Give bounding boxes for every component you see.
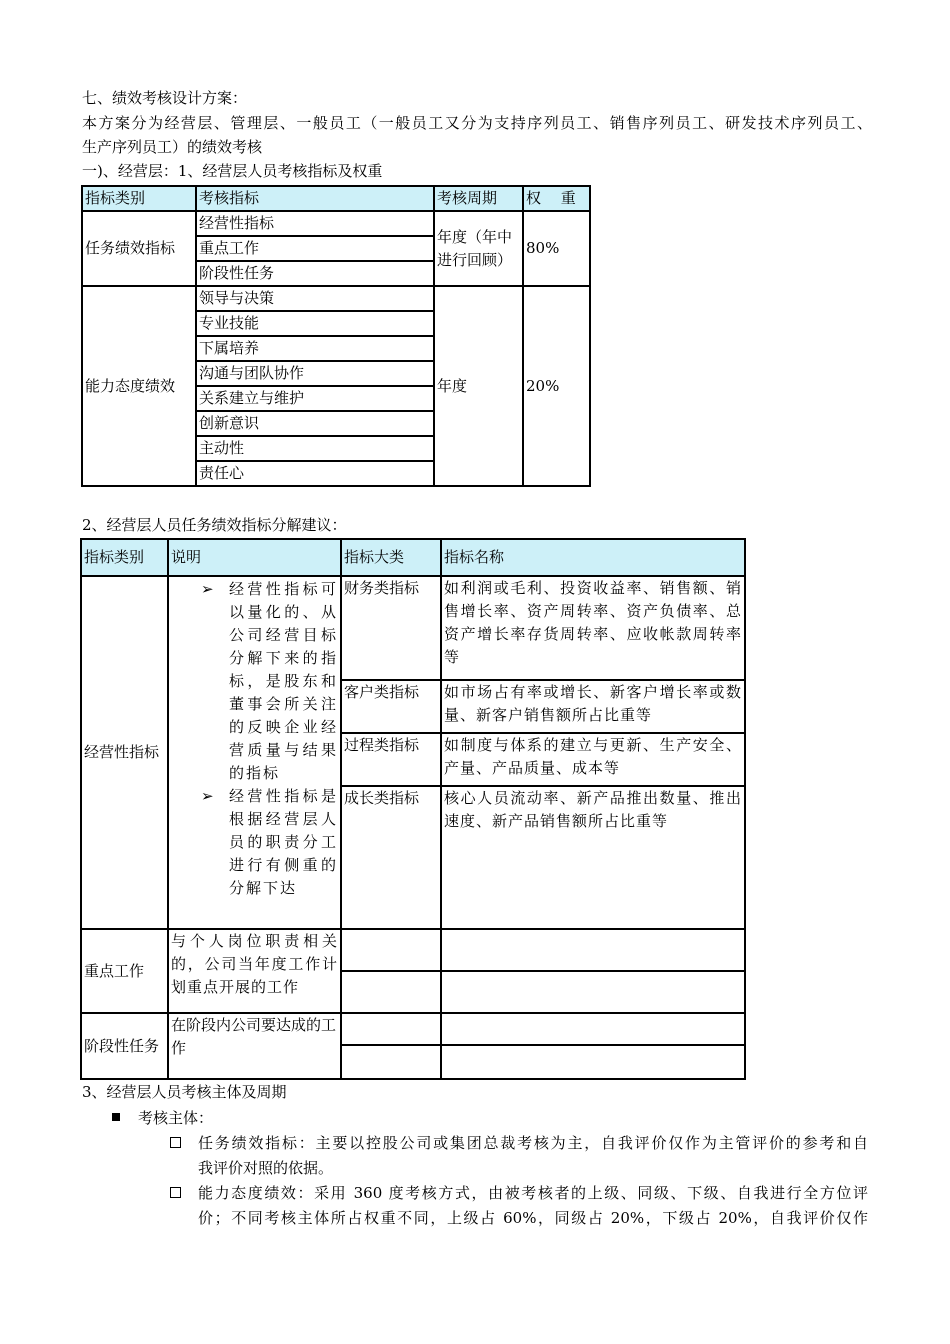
category-ability: 能力态度绩效	[82, 286, 196, 486]
header-indicator-name: 指标名称	[441, 539, 745, 576]
indicator-name-cell	[441, 971, 745, 1013]
executive-kpi-weight-table	[81, 185, 591, 487]
major-class-cell	[341, 929, 441, 971]
checkbox-bullet-icon	[170, 1132, 197, 1155]
header-weight: 权 重	[523, 186, 590, 211]
indicator-cell: 责任心	[196, 461, 434, 486]
item1-line-1: 任务绩效指标：主要以控股公司或集团总裁考核为主，自我评价仅作为主管评价的参考和自	[198, 1134, 868, 1152]
header-description: 说明	[168, 539, 341, 576]
indicator-cell: 阶段性任务	[196, 261, 434, 286]
header-category: 指标类别	[81, 539, 168, 576]
subject-heading: 考核主体：	[112, 1107, 213, 1130]
description-cell	[168, 576, 341, 929]
weight-ability: 20%	[523, 286, 590, 486]
table-row	[81, 576, 745, 680]
header-indicator: 考核指标	[196, 186, 434, 211]
table-header-row	[82, 186, 590, 211]
indicator-cell: 沟通与团队协作	[196, 361, 434, 386]
major-class-cell	[341, 1045, 441, 1079]
indicator-cell: 下属培养	[196, 336, 434, 361]
intro-line-2: 生产序列员工）的绩效考核	[82, 138, 263, 156]
table-row	[82, 286, 590, 311]
indicator-cell: 专业技能	[196, 311, 434, 336]
indicator-name-cell	[441, 1013, 745, 1045]
header-category: 指标类别	[82, 186, 196, 211]
indicator-cell: 创新意识	[196, 411, 434, 436]
header-major-class: 指标大类	[341, 539, 441, 576]
section3-title: 3、经营层人员考核主体及周期	[82, 1083, 287, 1101]
indicator-cell: 重点工作	[196, 236, 434, 261]
indicator-name-cell: 如市场占有率或增长、新客户增长率或数量、新客户销售额所占比重等	[441, 680, 745, 733]
table-row	[82, 211, 590, 236]
category-operating: 经营性指标	[81, 576, 168, 929]
indicator-name-cell: 如制度与体系的建立与更新、生产安全、产量、产品质量、成本等	[441, 733, 745, 786]
cycle-ability: 年度	[434, 286, 523, 486]
category-phase-task: 阶段性任务	[81, 1013, 168, 1079]
table-row	[81, 929, 745, 971]
checkbox-bullet-icon	[170, 1182, 197, 1205]
item1-line-2: 我评价对照的依据。	[198, 1159, 334, 1177]
cycle-task: 年度（年中进行回顾）	[434, 211, 523, 286]
major-class-cell: 过程类指标	[341, 733, 441, 786]
table-row	[81, 1013, 745, 1045]
major-class-cell: 客户类指标	[341, 680, 441, 733]
indicator-cell: 经营性指标	[196, 211, 434, 236]
indicator-cell: 关系建立与维护	[196, 386, 434, 411]
major-class-cell: 成长类指标	[341, 786, 441, 929]
header-cycle: 考核周期	[434, 186, 523, 211]
item2-line-1: 能力态度绩效：采用 360 度考核方式，由被考核者的上级、同级、下级、自我进行全方位评	[198, 1184, 868, 1202]
arrow-bullet-icon: ➢	[201, 787, 214, 805]
section2-title: 2、经营层人员任务绩效指标分解建议：	[82, 516, 347, 534]
square-bullet-icon	[112, 1113, 120, 1121]
major-class-cell	[341, 1013, 441, 1045]
indicator-cell: 主动性	[196, 436, 434, 461]
category-key-work: 重点工作	[81, 929, 168, 1013]
indicator-name-cell	[441, 929, 745, 971]
category-task: 任务绩效指标	[82, 211, 196, 286]
task-kpi-breakdown-table	[80, 538, 746, 1080]
description-cell: 在阶段内公司要达成的工作	[168, 1013, 341, 1079]
section-heading: 七、绩效考核设计方案：	[82, 89, 248, 107]
intro-line-1: 本方案分为经营层、管理层、一般员工（一般员工又分为支持序列员工、销售序列员工、研发技术序列员工、	[82, 114, 872, 132]
item2-line-2: 价；不同考核主体所占权重不同，上级占 60%，同级占 20%，下级占 20%，自我评价仅作	[198, 1209, 868, 1227]
major-class-cell	[341, 971, 441, 1013]
indicator-cell: 领导与决策	[196, 286, 434, 311]
section1-title: 一)、经营层：1、经营层人员考核指标及权重	[82, 162, 383, 180]
arrow-bullet-icon: ➢	[201, 580, 214, 598]
list-item: ➢ 经营性指标是根据经营层人员的职责分工进行有侧重的分解下达	[201, 787, 338, 897]
list-item: ➢ 经营性指标可以量化的、从公司经营目标分解下来的指标，是股东和董事会所关注的反映企业经营质量与结果的指标	[201, 580, 338, 782]
indicator-name-cell	[441, 1045, 745, 1079]
description-cell: 与个人岗位职责相关的，公司当年度工作计划重点开展的工作	[168, 929, 341, 1013]
indicator-name-cell: 如利润或毛利、投资收益率、销售额、销售增长率、资产周转率、资产负债率、总资产增长率存货周转率、应收帐款周转率等	[441, 576, 745, 680]
table-header-row	[81, 539, 745, 576]
indicator-name-cell: 核心人员流动率、新产品推出数量、推出速度、新产品销售额所占比重等	[441, 786, 745, 929]
weight-task: 80%	[523, 211, 590, 286]
major-class-cell: 财务类指标	[341, 576, 441, 680]
